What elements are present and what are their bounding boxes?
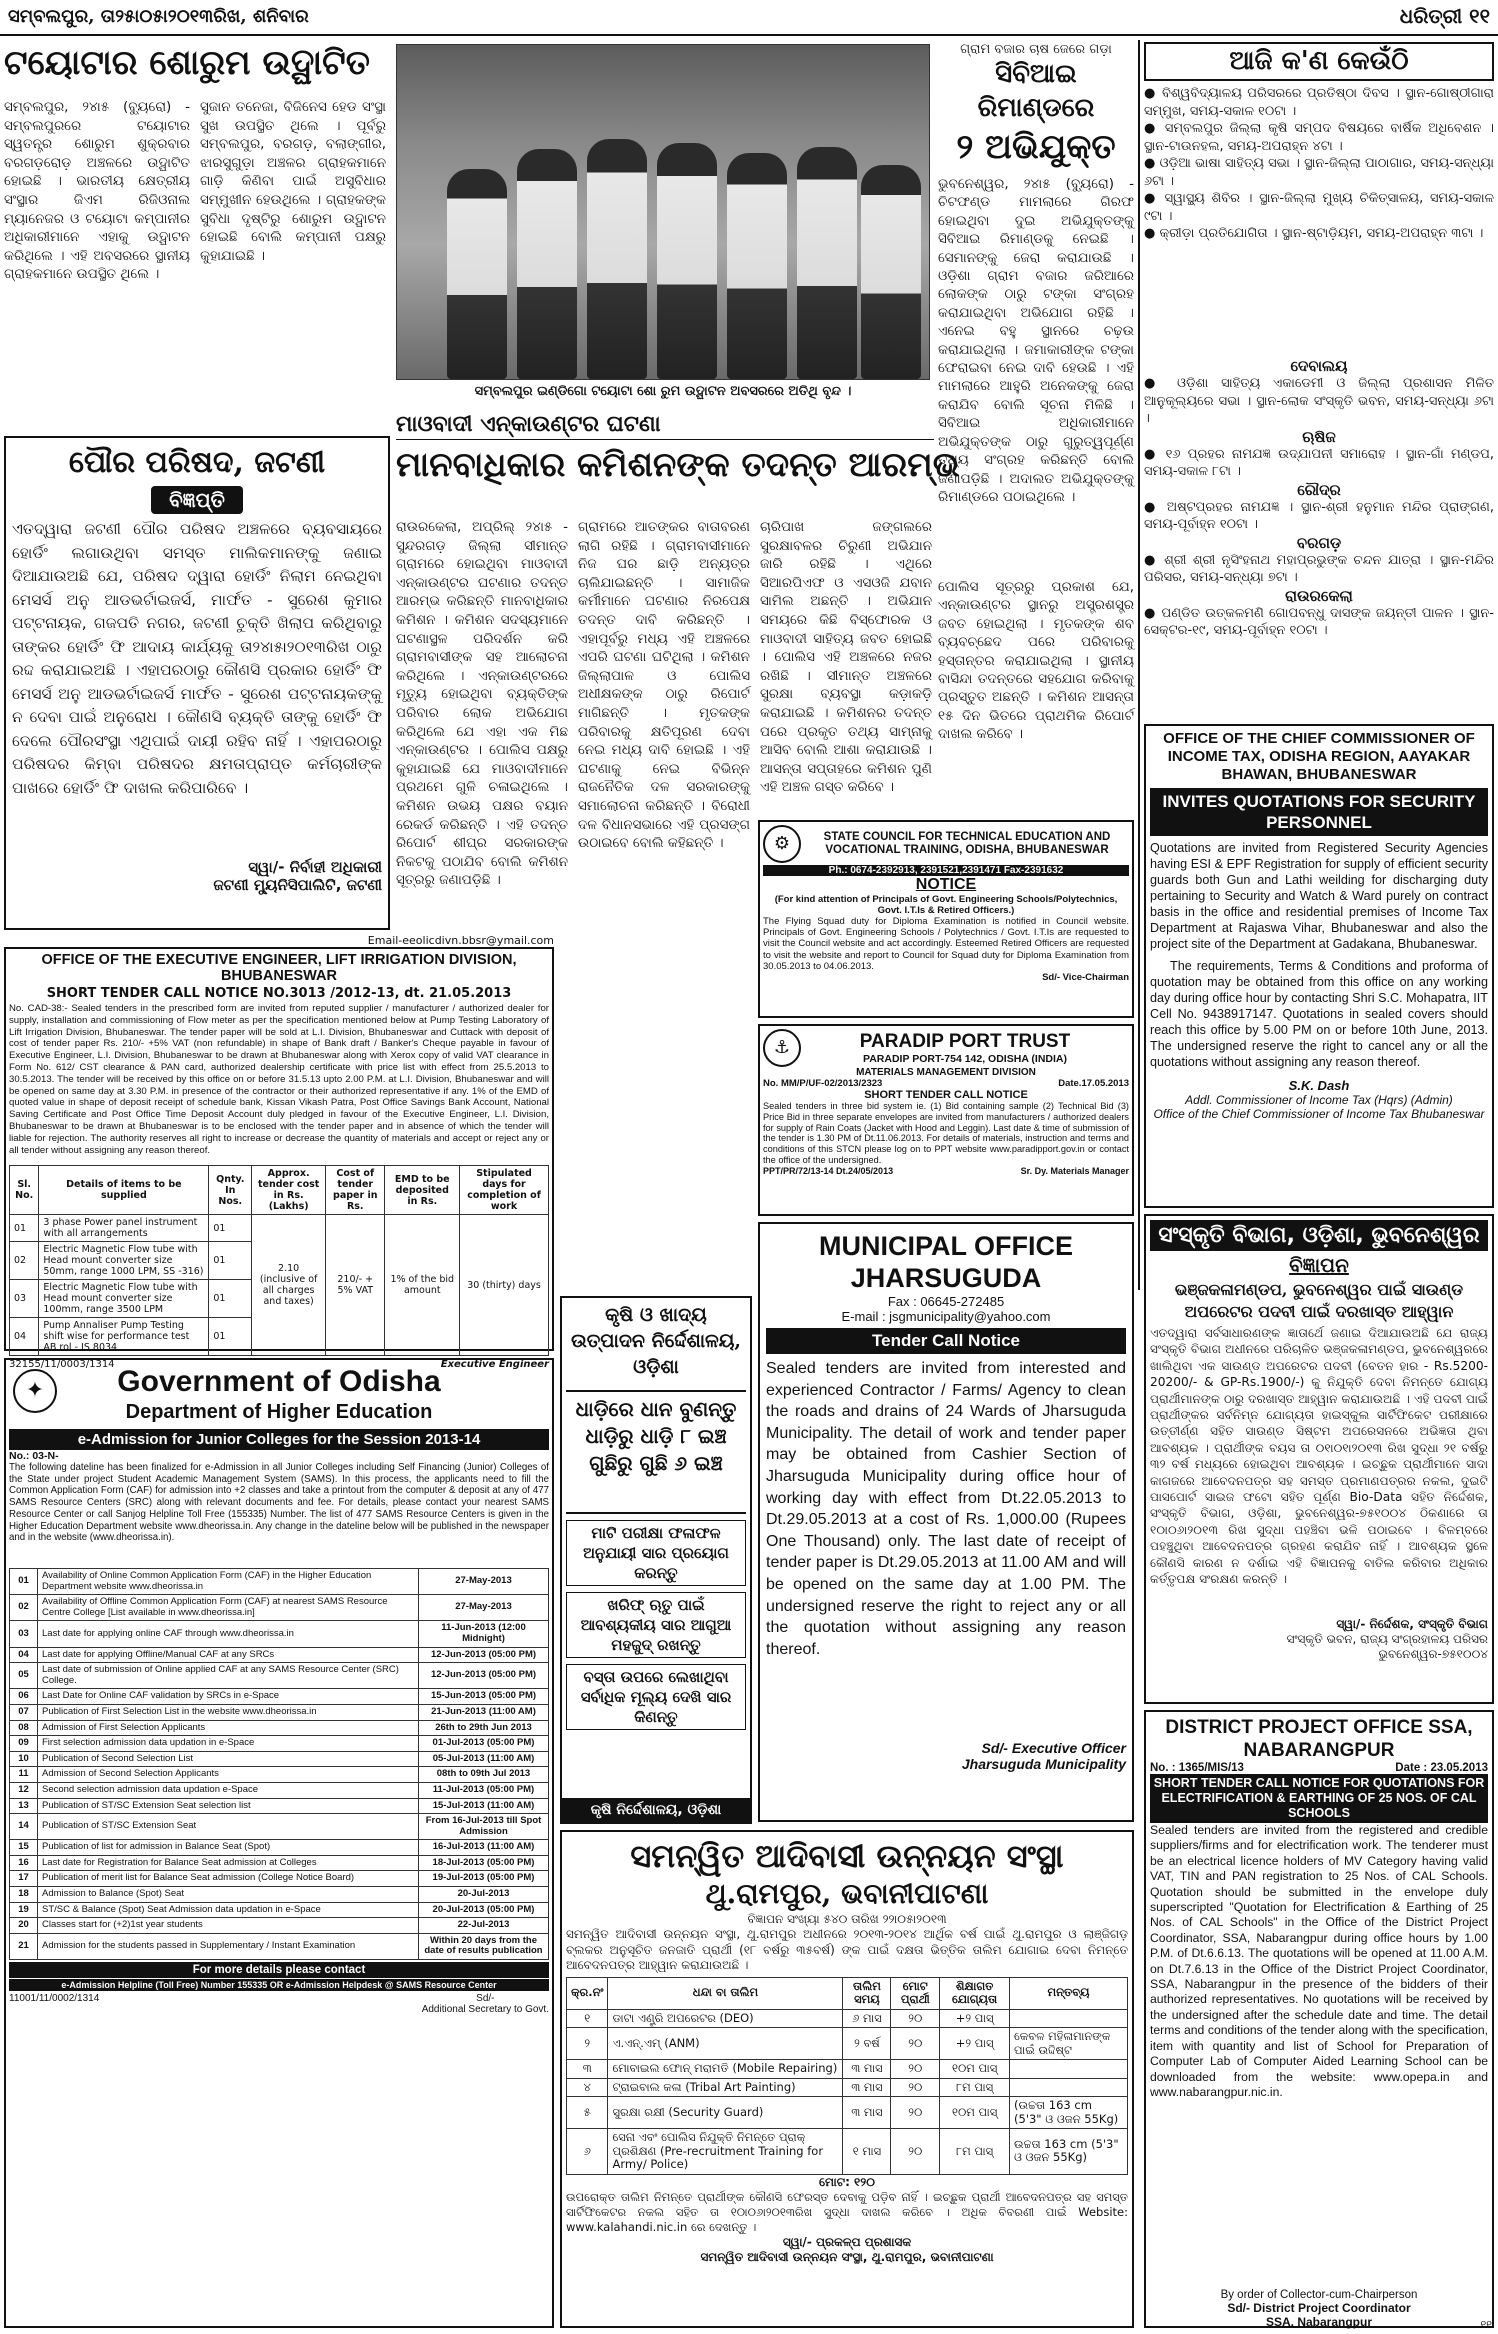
goo-row-text: Publication of merit list for Balance Seat admission (College Notice Board): [38, 1871, 419, 1887]
footer-page-number: ୧୧: [1480, 2318, 1492, 2331]
itd-number: ବିଜ୍ଞାପନ ସଂଖ୍ୟା ୫୪୦ ତାରିଖ ୨୨ା୦୫ା୨୦୧୩: [747, 1912, 947, 1926]
lift-cell: 01: [209, 1215, 252, 1242]
goo-row-date: 11-Jul-2013 (05:00 PM): [419, 1782, 549, 1798]
table-row: [10, 1782, 549, 1798]
itax-sign-2: Addl. Commissioner of Income Tax (Hqrs) (Admin): [1185, 1093, 1453, 1107]
dpo-sign-2: SSA, Nabarangpur: [1265, 2315, 1373, 2329]
itd-cell: ୮ମ ପାସ୍: [940, 2078, 1010, 2097]
goo-row-number: 16: [10, 1855, 38, 1871]
goo-row-text: Admission of First Selection Applicants: [38, 1720, 419, 1736]
goo-dept: Department of Higher Education: [125, 1401, 433, 1423]
toyota-photo-caption: ସମ୍ବଲପୁର ଇଣ୍ଡିଗୋ ଟୟୋଟା ଶୋ ରୁମ ଉଦ୍ଘାଟନ ଅବସରରେ ଅତିଥି ବୃନ୍ଦ ।: [474, 384, 852, 399]
itd-cell: ୨: [567, 2028, 608, 2060]
itd-header-cell: ତାଲିମ ସମୟ: [843, 1977, 891, 2009]
itd-sign-2: ସମନ୍ୱିତ ଆଦିବାସୀ ଉନ୍ନୟନ ସଂସ୍ଥା, ଥୁ.ରାମପୁର, ଭବାନୀପାଟଣା: [700, 2249, 994, 2264]
itd-total: ମୋଟ: ୧୨୦: [819, 2174, 875, 2189]
aji-body: ● ବିଶ୍ୱବିଦ୍ୟାଳୟ ପରିସରରେ ପ୍ରତିଷ୍ଠା ଦିବସ । ସ୍ଥାନ-ଗୋଷ୍ଠୀଗାରା ସମ୍ମୁଖ, ସମୟ-ସକାଳ ୧୦ଟା । ● ସମ୍ବଲପୁର ଜିଲ୍ଲା କୃଷି ସମ୍ପଦ ବିଷୟରେ ବାର୍ଷିକ ଅଧିବେଶନ । ସ୍ଥାନ-ଟାଉନହଲ, ସମୟ-ଅପରାହ୍ନ ୪ଟା । ● ଓଡ଼ିଆ ଭାଷା ସାହିତ୍ୟ ସଭା । ସ୍ଥାନ-ଜିଲ୍ଲା ପାଠାଗାର, ସମୟ-ସନ୍ଧ୍ୟା ୬ଟା । ● ସ୍ୱାସ୍ଥ୍ୟ ଶିବିର । ସ୍ଥାନ-ଜିଲ୍ଲା ମୁଖ୍ୟ ଚିକିତ୍ସାଳୟ, ସମୟ-ସକାଳ ୯ଟା । ● କ୍ରୀଡ଼ା ପ୍ରତିଯୋଗିତା । ସ୍ଥାନ-ଷ୍ଟାଡ଼ିୟମ, ସମୟ-ଅପରାହ୍ନ ୩ଟା ।: [1144, 86, 1494, 241]
lift-cell: Electric Magnetic Flow tube with Head mount converter size 100mm, range 3500 LPM: [39, 1280, 209, 1318]
muni-fax: Fax : 06645-272485: [887, 1294, 1005, 1309]
goo-schedule-table: [9, 1568, 549, 1960]
table-row: [10, 1704, 549, 1720]
header-dateline: ସମ୍ବଲପୁର, ତା୨୫ା୦୫ା୨୦୧୩ରିଖ, ଶନିବାର: [8, 6, 309, 27]
muni-email: E-mail : jsgmunicipality@yahoo.com: [841, 1309, 1051, 1324]
goo-row-text: Last date for applying online CAF through www.dheorissa.in: [38, 1621, 419, 1647]
krushi-title: କୃଷି ଓ ଖାଦ୍ୟ ଉତ୍ପାଦନ ନିର୍ଦ୍ଦେଶାଳୟ, ଓଡ଼ିଶା: [570, 1304, 742, 1378]
lift-cell: 01: [10, 1215, 39, 1242]
sanskruti-sub: ଭଞ୍ଜକଳାମଣ୍ଡପ, ଭୁବନେଶ୍ୱର ପାଇଁ ସାଉଣ୍ଡ ଅପରେଟର ପଦବୀ ପାଇଁ ଦରଖାସ୍ତ ଆହ୍ୱାନ: [1174, 1280, 1464, 1321]
sanskruti-sign-3: ଭୁବନେଶ୍ୱର-୭୫୧୦୦୪: [1378, 1647, 1488, 1661]
odisha-emblem-icon: ✦: [13, 1369, 57, 1413]
dpo-title: DISTRICT PROJECT OFFICE SSA, NABARANGPUR: [1165, 1717, 1473, 1761]
goo-row-date: 19-Jul-2013 (05:00 PM): [419, 1871, 549, 1887]
goo-row-date: Within 20 days from the date of results publication: [419, 1933, 549, 1959]
goo-row-text: ST/SC & Balance (Spot) Seat Admission data updation in e-Space: [38, 1902, 419, 1918]
sanskruti-band: ବିଜ୍ଞାପନ: [1289, 1253, 1349, 1277]
table-row: [567, 2060, 1128, 2079]
goo-row-number: 04: [10, 1647, 38, 1663]
krushi-footer: କୃଷି ନିର୍ଦ୍ଦେଶାଳୟ, ଓଡ଼ିଶା: [562, 1798, 750, 1822]
muni-sign-1: Sd/- Executive Officer: [981, 1740, 1126, 1756]
table-row: [10, 1840, 549, 1856]
lift-notice-number: SHORT TENDER CALL NOTICE NO.3013 /2012-13, dt. 21.05.2013: [46, 986, 512, 1001]
goo-row-number: 12: [10, 1782, 38, 1798]
krushi-block-3: ଖରିଫ୍ ଋତୁ ପାଇଁ ଆବଶ୍ୟକୀୟ ସାର ଆଗୁଆ ମହଜୁଦ୍ ରଖନ୍ତୁ: [566, 1592, 746, 1658]
lift-cell: 01: [209, 1242, 252, 1280]
table-row: [10, 1814, 549, 1840]
lift-th-days: Stipulated days for completion of work: [460, 1166, 549, 1215]
paradip-code: PPT/PR/72/13-14 Dt.24/05/2013: [763, 1165, 894, 1176]
goo-row-number: 06: [10, 1689, 38, 1705]
table-row: [10, 1871, 549, 1887]
itd-sub: ଥୁ.ରାମପୁର, ଭବାନୀପାଟଣା: [705, 1877, 989, 1910]
itd-cell: ୪: [567, 2078, 608, 2097]
table-row: [10, 1798, 549, 1814]
itd-sign-1: ସ୍ୱା/- ପ୍ରକଳ୍ପ ପ୍ରଶାସକ: [782, 2234, 912, 2249]
paradip-port-notice: [758, 1024, 1134, 1216]
goo-row-text: Publication of ST/SC Extension Seat selection list: [38, 1798, 419, 1814]
sctvt-sign: Sd/- Vice-Chairman: [1042, 972, 1129, 984]
goo-row-date: 18-Jul-2013 (05:00 PM): [419, 1855, 549, 1871]
goo-row-number: 10: [10, 1751, 38, 1767]
goo-row-date: 21-Jun-2013 (11:00 AM): [419, 1704, 549, 1720]
itd-title: ସମନ୍ୱିତ ଆଦିବାସୀ ଉନ୍ନୟନ ସଂସ୍ଥା: [630, 1837, 1064, 1875]
maoist-headline: ମାନବାଧିକାର କମିଶନଙ୍କ ତଦନ୍ତ ଆରମ୍ଭ: [396, 445, 960, 485]
maoist-column-1: ରାଉରକେଲା, ଅପ୍ରିଲ୍ ୨୪ା୫ - ସୁନ୍ଦରଗଡ଼ ଜିଲ୍ଲା ସୀମାନ୍ତ ଗ୍ରାମରେ ହୋଇଥିବା ମାଓବାଦୀ ଏନ୍‌କାଉଣ୍ଟର ଘଟଣାର ତଦନ୍ତ ଆରମ୍ଭ କରିଛନ୍ତି ମାନବାଧିକାର କମିଶନ । କମିଶନ ସଦସ୍ୟମାନେ ଘଟଣାସ୍ଥଳ ପରିଦର୍ଶନ କରି ଗ୍ରାମବାସୀଙ୍କ ସହ ଆଲୋଚନା କରିଥିଲେ । ଏନ୍‌କାଉଣ୍ଟରରେ ମୃତ୍ୟୁ ହୋଇଥିବା ବ୍ୟକ୍ତିଙ୍କ ପରିବାର ଲୋକ ଅଭିଯୋଗ କରିଥିଲେ ଯେ ଏହା ଏକ ମିଛ ଏନ୍‌କାଉଣ୍ଟର । ପୋଲିସ ପକ୍ଷରୁ କୁହାଯାଇଛି ଯେ ମାଓବାଦୀମାନେ ପ୍ରଥମେ ଗୁଳି ଚଳାଇଥିଲେ । କମିଶନ ଉଭୟ ପକ୍ଷର ବୟାନ ରେକର୍ଡ କରିଛନ୍ତି । ଏହି ତଦନ୍ତ ରିପୋର୍ଟ ଶୀଘ୍ର ସରକାରଙ୍କ ନିକଟକୁ ପଠାଯିବ ବୋଲି କମିଶନ ସୂତ୍ରରୁ ଜଣାପଡ଼ିଛି ।: [396, 519, 568, 889]
pouro-sign-2: ଜଟଣୀ ମ୍ୟୁନିସିପାଲିଟି, ଜଟଣୀ: [213, 876, 382, 894]
itax-band: INVITES QUOTATIONS FOR SECURITY PERSONNEL: [1150, 788, 1488, 836]
itax-title: OFFICE OF THE CHIEF COMMISSIONER OF INCOME TAX, ODISHA REGION, AAYAKAR BHAWAN, BHUBANESWAR: [1163, 730, 1475, 783]
goo-row-date: 20-Jul-2013: [419, 1887, 549, 1903]
table-row: [10, 1569, 549, 1595]
itd-cell: ୩: [567, 2060, 608, 2079]
itd-cell: (ଉଚ୍ଚତା 163 cm (5'3" ଓ ଓଜନ 55Kg): [1010, 2097, 1128, 2129]
itd-header-cell: ମନ୍ତବ୍ୟ: [1010, 1977, 1128, 2009]
itd-cell: ଡାଟା ଏଣ୍ଟ୍ରି ଅପରେଟର (DEO): [608, 2009, 843, 2028]
itax-sign-1: S.K. Dash: [1288, 1078, 1350, 1093]
lift-paper-cell: 210/- + 5% VAT: [326, 1215, 385, 1356]
itd-cell: ୧: [567, 2009, 608, 2028]
lift-th-cost: Approx. tender cost in Rs. (Lakhs): [252, 1166, 326, 1215]
maoist-column-4: ପୋଲିସ ସୂତ୍ରରୁ ପ୍ରକାଶ ଯେ, ଏନ୍‌କାଉଣ୍ଟର ସ୍ଥାନରୁ ଅସ୍ତ୍ରଶସ୍ତ୍ର ଜବତ ହୋଇଥିଲା । ମୃତକଙ୍କ ଶବ ବ୍ୟବଚ୍ଛେଦ ପରେ ପରିବାରକୁ ହସ୍ତାନ୍ତର କରାଯାଇଥିଲା । ସ୍ଥାନୀୟ ବାସିନ୍ଦା ତଦନ୍ତରେ ସହଯୋଗ କରିବାକୁ ପ୍ରସ୍ତୁତ ଅଛନ୍ତି । କମିଶନ ଆସନ୍ତା ୧୫ ଦିନ ଭିତରେ ପ୍ରାଥମିକ ରିପୋର୍ଟ ଦାଖଲ କରିବେ ।: [938, 579, 1134, 743]
itd-cell: ୩ ମାସ: [843, 2060, 891, 2079]
goo-row-text: Last date for applying Offline/Manual CAF at any SRCs: [38, 1647, 419, 1663]
toyota-column-1: ସମ୍ବଲପୁର, ୨୪ା୫ (ବ୍ୟୁରୋ) - ସମ୍ବଲପୁରରେ ଟୟୋଟାର ସ୍ୱତନ୍ତ୍ର ଶୋରୁମ ଶୁକ୍ରବାର ବରଗଡ଼ରୋଡ଼ ଅଞ୍ଚଳରେ ଉଦ୍ଘାଟିତ ହୋଇଛି । ଭାରତୀୟ କ୍ଷେତ୍ରୀୟ ସଂସ୍ଥାର ଜିଏମ ରିଜିଓନାଲ ମ୍ୟାନେଜର ଓ ଟୟୋଟା କମ୍ପାନୀର ଅଧିକାରୀମାନେ ଏହାକୁ ଉଦ୍ଘାଟନ କରିଥିଲେ । ଏହି ଅବସରରେ ସ୍ଥାନୀୟ ଗ୍ରାହକମାନେ ଉପସ୍ଥିତ ଥିଲେ ।: [4, 99, 190, 283]
page-header: [0, 0, 1498, 36]
lift-emd-cell: 1% of the bid amount: [385, 1215, 460, 1356]
toyota-photo: [396, 44, 930, 380]
goo-row-text: Last date for Registration for Balance Seat admission at Colleges: [38, 1855, 419, 1871]
cbi-headline-2: ୨ ଅଭିଯୁକ୍ତ: [956, 127, 1116, 167]
goo-row-number: 13: [10, 1798, 38, 1814]
maoist-column-2: ଗ୍ରାମରେ ଆତଙ୍କର ବାତାବରଣ ଲାଗି ରହିଛି । ଗ୍ରାମବାସୀମାନେ ନିଜ ଘର ଛାଡ଼ି ଅନ୍ୟତ୍ର ଚାଲିଯାଇଛନ୍ତି । ସାମାଜିକ କର୍ମୀମାନେ ଘଟଣାର ନିରପେକ୍ଷ ତଦନ୍ତ ଦାବି କରିଛନ୍ତି । ଏହାପୂର୍ବରୁ ମଧ୍ୟ ଏହି ଅଞ୍ଚଳରେ ଏପରି ଘଟଣା ଘଟିଥିଲା । କମିଶନ ଜିଲ୍ଲାପାଳ ଓ ପୋଲିସ ଅଧୀକ୍ଷକଙ୍କ ଠାରୁ ରିପୋର୍ଟ ମାଗିଛନ୍ତି । ମୃତକଙ୍କ ପରିବାରକୁ କ୍ଷତିପୂରଣ ଦେବା ନେଇ ମଧ୍ୟ ଦାବି ହୋଇଛି । ଏହି ଘଟଣାକୁ ନେଇ ବିଭିନ୍ନ ରାଜନୈତିକ ଦଳ ସରକାରଙ୍କୁ ସମାଲୋଚନା କରିଛନ୍ତି । ବିରୋଧୀ ଦଳ ବିଧାନସଭାରେ ଏହି ପ୍ରସଙ୍ଗ ଉଠାଇବେ ବୋଲି କହିଛନ୍ତି ।: [578, 519, 750, 852]
goo-row-text: Admission of Second Selection Applicants: [38, 1767, 419, 1783]
dpo-body: Sealed tenders are invited from the registered and credible suppliers/firms and for electrification work. The tenderer must be an electrical licence holders of MV Category having valid VAT, TIN and PAN registration to 25 Nos. of CAL Schools. Quotation should be submitted in the envelope duly superscripted "Quotation for Electrification & Earthing of 25 Nos. of CAL Schools" in the Office of the District Project Coordinator, SSA, Nabarangpur during office hours by 1.00 P.M. of Dt.6.6.13. The quotations will be opened at 11.00 A.M. on Dt.7.6.13 in the Office of the District Project Coordinator, SSA, Nabarangpur in the presence of the bidders of their authorized representatives. No quotations will be received by the undersigned after the schedule date and time. The detail terms and conditions of the tender along with the specification, item with quantity and list of School for Preparation of Computer Lab of Computer Aided Learning School can be downloaded from the website: www.opepa.in and www.nabarangpur.nic.in.: [1150, 1823, 1488, 2099]
goo-code: 11001/11/0002/1314: [9, 1993, 100, 2005]
goo-number: No.: 03-N-: [9, 1450, 59, 1462]
aji-section-5-body: ● ପଣ୍ଡିତ ଉତ୍କଳମଣି ଗୋପବନ୍ଧୁ ଦାସଙ୍କ ଜୟନ୍ତୀ ପାଳନ । ସ୍ଥାନ-ସେକ୍ଟର-୧୯, ସମୟ-ପୂର୍ବାହ୍ନ ୧୦ଟା ।: [1144, 605, 1494, 638]
goo-row-date: 15-Jul-2013 (11:00 AM): [419, 1798, 549, 1814]
table-row: [10, 1215, 549, 1242]
aji-title: ଆଜି କ'ଣ କେଉଁଠି: [1144, 42, 1494, 81]
paradip-date: Date.17.05.2013: [1058, 1078, 1129, 1089]
lift-cell: Electric Magnetic Flow tube with Head mount converter size 50mm, range 1000 LPM, SS -316): [39, 1242, 209, 1280]
goo-row-text: Availability of Online Common Application Form (CAF) in the Higher Education Department website www.dheorissa.in: [38, 1569, 419, 1595]
goo-row-date: 26th to 29th Jun 2013: [419, 1720, 549, 1736]
table-row: [10, 1647, 549, 1663]
itd-cell: ଏ.ଏନ୍.ଏମ୍ (ANM): [608, 2028, 843, 2060]
goo-row-number: 18: [10, 1887, 38, 1903]
goo-row-number: 14: [10, 1814, 38, 1840]
sctvt-notice: [758, 820, 1134, 1018]
muni-title-2: JHARSUGUDA: [850, 1263, 1042, 1293]
sctvt-logo-icon: ⚙: [763, 825, 801, 863]
lift-th-qty: Qnty. In Nos.: [209, 1166, 252, 1215]
itd-intro: ସମନ୍ୱିତ ଆଦିବାସୀ ଉନ୍ନୟନ ସଂସ୍ଥା, ଥୁ.ରାମପୁର ଅଧୀନରେ ୨୦୧୩-୨୦୧୪ ଆର୍ଥିକ ବର୍ଷ ପାଇଁ ଥୁ.ରାମପୁର ଓ ଲାଞ୍ଜିଗଡ଼ ବ୍ଲକର ଅନୁସୂଚିତ ଜନଜାତି ପ୍ରାର୍ଥୀ (୧୮ ବର୍ଷରୁ ୩୫ବର୍ଷ) ଙ୍କ ପାଇଁ ଦକ୍ଷତା ଭିତ୍ତିକ ତାଲିମ ଯୋଗାଇ ଦେବା ନିମନ୍ତେ ଆବେଦନପତ୍ର ଆହ୍ୱାନ କରାଯାଉଅଛି ।: [566, 1927, 1128, 1972]
muni-band: Tender Call Notice: [766, 1328, 1126, 1354]
itd-cell: +୨ ପାସ୍: [940, 2009, 1010, 2028]
table-row: [10, 1689, 549, 1705]
toyota-column-2: ସୁଜାନ ତନେଜା, ବିଜିନେସ ହେଡ ସଂସ୍ଥା ସୁଖ ଉପସ୍ଥିତ ଥିଲେ । ପୂର୍ବରୁ ସମ୍ବଲପୁର, ବରଗଡ଼, ବଲାଙ୍ଗୀର, ଝାରସୁଗୁଡ଼ା ଅଞ୍ଚଳର ଗ୍ରାହକମାନେ ଗାଡ଼ି କିଣିବା ପାଇଁ ଅସୁବିଧାର ସମ୍ମୁଖୀନ ହେଉଥିଲେ । ଗ୍ରାହକଙ୍କ ସୁବିଧା ଦୃଷ୍ଟିରୁ ଶୋରୁମ ଉଦ୍ଘାଟନ ହୋଇଛି ବୋଲି କମ୍ପାନୀ ପକ୍ଷରୁ କୁହାଯାଇଛି ।: [200, 99, 386, 264]
itd-cell: ଉଚ୍ଚତା 163 cm (5'3" ଓ ଓଜନ 55Kg): [1010, 2129, 1128, 2175]
itd-cell: [1010, 2060, 1128, 2079]
itd-header-cell: କ୍ର.ନଂ: [567, 1977, 608, 2009]
lift-table: [9, 1165, 549, 1356]
goo-row-number: 09: [10, 1736, 38, 1752]
goo-title: Government of Odisha: [117, 1365, 441, 1398]
aji-section-2: ଋଷିଜ: [1302, 427, 1336, 446]
goo-band: e-Admission for Junior Colleges for the Session 2013-14: [9, 1429, 549, 1450]
muni-sign-2: Jharsuguda Municipality: [961, 1756, 1126, 1772]
cbi-kicker: ଗ୍ରାମ ବଜାର ଚାଷ ଜେରେ ଗଡ଼ା: [960, 42, 1112, 57]
goo-row-text: Classes start for (+2)1st year students: [38, 1918, 419, 1934]
lift-cell: Pump Annaliser Pump Testing shift wise for performance test AB rol - IS 8034: [39, 1318, 209, 1356]
dpo-nabarangpur-notice: [1144, 1710, 1494, 2328]
goo-row-text: Last date of submission of Online applied CAF at any SAMS Resource Center (SRC) College.: [38, 1663, 419, 1689]
itd-notice: [560, 1830, 1134, 2328]
goo-row-text: Second selection admission data updation e-Space: [38, 1782, 419, 1798]
goo-contact: For more details please contact: [9, 1962, 549, 1978]
itd-cell: [1010, 2078, 1128, 2097]
lift-cell: 3 phase Power panel instrument with all arrangements: [39, 1215, 209, 1242]
itd-cell: ୮ମ ପାସ୍: [940, 2129, 1010, 2175]
goo-row-number: 01: [10, 1569, 38, 1595]
goo-row-number: 15: [10, 1840, 38, 1856]
goo-row-date: 08th to 09th Jul 2013: [419, 1767, 549, 1783]
goo-row-number: 02: [10, 1595, 38, 1621]
goo-row-text: Publication of ST/SC Extension Seat: [38, 1814, 419, 1840]
sctvt-body: The Flying Squad duty for Diploma Examination is notified in Council website. Principals of Govt. Engineering Schools / Polytechnics / Govt. I.T.Is are requested to visit the Council website and act accordingly. Esteemed Retired Officers are requested to visit the website and report to Council for Squad duty for Diploma Examination from 30.05.2013 to 04.06.2013.: [763, 916, 1129, 972]
itax-sign-3: Office of the Chief Commissioner of Income Tax Bhubaneswar: [1153, 1107, 1485, 1121]
lift-th-items: Details of items to be supplied: [39, 1166, 209, 1215]
aji-section-4-body: ● ଶ୍ରୀ ଶ୍ରୀ ନୃସିଂହନାଥ ମହାପ୍ରଭୁଙ୍କ ଚନ୍ଦନ ଯାତ୍ରା । ସ୍ଥାନ-ମନ୍ଦିର ପରିସର, ସମୟ-ସନ୍ଧ୍ୟା ୭ଟା ।: [1144, 552, 1494, 585]
itd-cell: +୨ ପାସ୍: [940, 2028, 1010, 2060]
lift-cell: 01: [209, 1280, 252, 1318]
itd-cell: କେବଳ ମହିଳାମାନଙ୍କ ପାଇଁ ଉଦ୍ଦିଷ୍ଟ: [1010, 2028, 1128, 2060]
itd-cell: ୧ ମାସ: [843, 2129, 891, 2175]
lift-th-emd: EMD to be deposited in Rs.: [385, 1166, 460, 1215]
table-row: [10, 1736, 549, 1752]
cbi-headline-1: ସିବିଆଇ ରିମାଣ୍ଡରେ: [977, 59, 1095, 123]
goo-row-number: 11: [10, 1767, 38, 1783]
goo-sign: Additional Secretary to Govt.: [421, 2004, 549, 2016]
itd-cell: ମୋବାଇଲ ଫୋନ୍ ମରାମତି (Mobile Repairing): [608, 2060, 843, 2079]
paradip-notice: SHORT TENDER CALL NOTICE: [864, 1089, 1028, 1101]
goo-sd: Sd/-: [476, 1993, 495, 2005]
goo-row-text: Publication of list for admission in Balance Seat (Spot): [38, 1840, 419, 1856]
goo-row-number: 08: [10, 1720, 38, 1736]
lift-cell: 04: [10, 1318, 39, 1356]
table-row: [10, 1751, 549, 1767]
goo-row-date: 05-Jul-2013 (11:00 AM): [419, 1751, 549, 1767]
lift-th-paper: Cost of tender paper in Rs.: [326, 1166, 385, 1215]
itd-cell: ୨୦: [891, 2078, 940, 2097]
lift-footer-code: 32155/11/0003/1314: [9, 1359, 115, 1370]
goo-row-date: 15-Jun-2013 (05:00 PM): [419, 1689, 549, 1705]
goo-body: The following dateline has been finalized for e-Admission in all Junior Colleges including Self Financing (Junior) Colleges of the State under project Student Academic Management System (SAMS). In this process, the applicants need to fill the Common Application Form (CAF) for admission into +2 classes and take a printout from the computer & deposit at any of 477 SAMS Resource Centers (SRC) along with relevant documents and fee. For details, please contact your nearest SAMS Resource Center or call Sanjog Helpline Toll Free (155335) Number. The list of 477 SAMS Resource Centers is given in the Higher Education Department website www.dheorissa.in. Any change in the dateline below will be published in the newspaper and in the website (www.dheorissa.in).: [9, 1462, 549, 1544]
itd-header-cell: ଧନ୍ଦା ବା ତାଲିମ: [608, 1977, 843, 2009]
paradip-address: PARADIP PORT-754 142, ODISHA (INDIA): [862, 1053, 1068, 1065]
pouro-body: ଏତଦ୍ୱାରା ଜଟଣୀ ପୌର ପରିଷଦ ଅଞ୍ଚଳରେ ବ୍ୟବସାୟରେ ହୋର୍ଡିଂ ଲଗାଉଥିବା ସମସ୍ତ ମାଲିକମାନଙ୍କୁ ଜଣାଇ ଦିଆଯାଉଅଛି ଯେ, ପରିଷଦ ଦ୍ୱାରା ହୋର୍ଡିଂ ନିଲାମ ନେଇଥିବା ମେସର୍ସ ଅନୁ ଆଡଭର୍ଟାଇଜର୍ସ, ମାର୍ଫତ - ସୁରେଶ କୁମାର ପଟ୍ଟନାୟକ, ଗଜପତି ନଗର, ଜଟଣୀ ଚୁକ୍ତି ଖିଲାପ କରିଥିବାରୁ ତାଙ୍କର ହୋର୍ଡିଂ ଫି ଆଦାୟ କାର୍ଯ୍ୟକୁ ତା୨୪ା୫ା୨୦୧୩ରିଖ ଠାରୁ ରଦ୍ଦ କରାଯାଇଅଛି । ଏହାପରଠାରୁ କୌଣସି ପ୍ରକାର ହୋର୍ଡିଂ ଫି ମେସର୍ସ ଅନୁ ଆଡଭର୍ଟାଇଜର୍ସ ମାର୍ଫତ - ସୁରେଶ ପଟ୍ଟନାୟକଙ୍କୁ ନ ଦେବା ପାଇଁ ଅନୁରୋଧ । କୌଣସି ବ୍ୟକ୍ତି ତାଙ୍କୁ ହୋର୍ଡିଂ ଫି ଦେଲେ ପୌରସଂସ୍ଥା ଏଥିପାଇଁ ଦାୟୀ ରହିବ ନାହିଁ । ଏହାପରଠାରୁ ପରିଷଦର କିମ୍ବା ପରିଷଦର କ୍ଷମତାପ୍ରାପ୍ତ କର୍ମଚାରୀଙ୍କ ପାଖରେ ହୋର୍ଡିଂ ଫି ଦାଖଲ କରିପାରିବେ ।: [12, 520, 382, 797]
lift-cell: 03: [10, 1280, 39, 1318]
table-row: [10, 1887, 549, 1903]
header-page-number: ଧରିତ୍ରୀ ୧୧: [1399, 4, 1490, 28]
aji-kana-keunthi: [1144, 42, 1494, 718]
paradip-sign: Sr. Dy. Materials Manager: [1020, 1165, 1129, 1176]
krushi-ad: [560, 1296, 752, 1824]
itd-table: [566, 1977, 1128, 2175]
itd-cell: ୫: [567, 2097, 608, 2129]
lift-irrigation-notice: [4, 934, 554, 1370]
goo-row-text: Publication of First Selection List in the website www.dheorissa.in: [38, 1704, 419, 1720]
table-row: [10, 1918, 549, 1934]
paradip-dept: MATERIALS MANAGEMENT DIVISION: [856, 1067, 1036, 1078]
paradip-number: No. MM/P/UF-02/2013/2323: [763, 1078, 883, 1089]
itax-para-1: Quotations are invited from Registered Security Agencies having ESI & EPF Registration for supply of efficient security guards both Gun and Lathi weilding for discharging duty pertaining to Security and Watch & Ward purely on contract basis in the office and residential premises of Income Tax Department at Rajaswa Vihar, Bhubaneswar and also the project site of the Department at Gadakana, Bhubaneswar.: [1150, 841, 1488, 951]
itd-cell: ୬ ମାସ: [843, 2009, 891, 2028]
itd-cell: ୨ ବର୍ଷ: [843, 2028, 891, 2060]
sanskruti-sign-1: ସ୍ୱା/- ନିର୍ଦ୍ଦେଶକ, ସଂସ୍କୃତି ବିଭାଗ: [1336, 1617, 1488, 1631]
table-row: [10, 1595, 549, 1621]
goo-row-text: Admission to Balance (Spot) Seat: [38, 1887, 419, 1903]
dpo-date: Date : 23.05.2013: [1395, 1762, 1488, 1774]
lift-body: No. CAD-38:- Sealed tenders in the prescribed form are invited from reputed supplier / manufacturer / authorized dealer for supply, installation and commissioning of Flow meter as per the specification mentioned below at Pump Testing Laboratory of Lift Irrigation Division, Bhubaneswar. The tender paper will be sold at L.I. Division, Bhubaneswar and Cuttack with deposit of cost of tender paper Rs. 210/- +5% VAT (non refundable) in shape of Bank draft / Banker's Cheque payable in favour of Executive Engineer, L.I. Division, Bhubaneswar to be drawn at Bhubaneswar along with Xerox copy of valid VAT clearance in Form No. 612/ CST clearance & PAN card, authorized dealership certificate with price list with effect from 25.5.2013 to 30.5.2013. The tender will be received by this office on or before 31.5.13 upto 2.00 P.M. at L.I. Division, Bhubaneswar and will be opened on same day at 3.30 P.M. in presence of the contractor or their authorized representative if any. 1% of the EMD of quoted value in shape of deposit receipt of schedule bank, Kissan Vikash Patra, Post Office Savings Bank Account, National Saving Certificate and Post Office Time Deposit Account duly pledged in favour of the Executive Engineer, L.I. Division, Bhubaneswar to be drawn at Bhubaneswar is to be enclosed with the tender paper and in absence of which the tender will liable for rejection. The authority reserves all right to increase or decrease the quantity of materials and accept or reject any or all tender without assigning any reason thereof.: [9, 1003, 549, 1156]
income-tax-notice: [1144, 724, 1494, 1208]
itd-cell: ୨୦: [891, 2060, 940, 2079]
goo-row-date: 12-Jun-2013 (05:00 PM): [419, 1647, 549, 1663]
sctvt-title: STATE COUNCIL FOR TECHNICAL EDUCATION AND VOCATIONAL TRAINING, ODISHA, BHUBANESWAR: [823, 831, 1111, 856]
itd-footer: ଉପରୋକ୍ତ ତାଲିମ ନିମନ୍ତେ ପ୍ରାର୍ଥୀଙ୍କ କୌଣସି ଫେରସ୍ତ ଦେବାକୁ ପଡ଼ିବ ନାହିଁ । ଇଚ୍ଛୁକ ପ୍ରାର୍ଥୀ ଆବେଦନପତ୍ର ସହ ସମସ୍ତ ସାର୍ଟିଫିକେଟର ନକଲ ସହିତ ତା ୧୦ା୦୬ା୨୦୧୩ରିଖ ସୁଦ୍ଧା ଦାଖଲ କରିବେ । ଅଧିକ ବିବରଣୀ ପାଇଁ Website: www.kalahandi.nic.in ରେ ଦେଖନ୍ତୁ ।: [566, 2189, 1128, 2234]
itd-cell: ୩ ମାସ: [843, 2078, 891, 2097]
sctvt-phone: Ph.: 0674-2392913, 2391521,2391471 Fax-2391632: [763, 865, 1129, 876]
aji-section-1-body: ● ଓଡ଼ିଶା ସାହିତ୍ୟ ଏକାଡେମୀ ଓ ଜିଲ୍ଲା ପ୍ରଶାସନ ମିଳିତ ଆନୁକୂଲ୍ୟରେ ସଭା । ସ୍ଥାନ-ଲୋକ ସଂସ୍କୃତି ଭବନ, ସମୟ-ସନ୍ଧ୍ୟା ୬ଟା ।: [1144, 376, 1494, 426]
lift-days-cell: 30 (thirty) days: [460, 1215, 549, 1356]
goo-row-number: 20: [10, 1918, 38, 1934]
aji-section-5: ରାଉରକେଲା: [1285, 586, 1353, 605]
table-row: [10, 1767, 549, 1783]
lift-cell: 01: [209, 1318, 252, 1356]
muni-body: Sealed tenders are invited from interested and experienced Contractor / Farms/ Agency to clean the roads and drains of 24 Wards of Jharsuguda Municipality. The detail of work and tender paper may be obtained from Cashier Section of Jharsuguda Municipality during office hour of working day with effect from Dt.22.05.2013 to Dt.29.05.2013 at a cost of Rs. 1,000.00 (Rupees One Thousand) only. The last date of receipt of tender paper is Dt.29.05.2013 at 11.00 AM and will be opened on the same day at 1.00 PM. The undersigned reserve the right to reject any or all the quotation without assigning any reason thereof.: [766, 1360, 1126, 1658]
table-row: [10, 1933, 549, 1959]
sanskruti-sign-2: ସଂସ୍କୃତି ଭବନ, ରାଜ୍ୟ ସଂଗ୍ରହାଳୟ ପରିସର: [1286, 1632, 1488, 1646]
goo-row-date: 22-Jul-2013: [419, 1918, 549, 1934]
goo-row-text: Availability of Offline Common Application Form (CAF) at nearest SAMS Resource Centre College [List available in www.dheorissa.in]: [38, 1595, 419, 1621]
aji-section-2-body: ● ୧୬ ପ୍ରହର ନାମଯଜ୍ଞ ଉଦ୍ଯାପନୀ ସମାରୋହ । ସ୍ଥାନ-ଗାଁ ମଣ୍ଡପ, ସମୟ-ସକାଳ ୮ଟା ।: [1144, 446, 1494, 479]
lift-title: OFFICE OF THE EXECUTIVE ENGINEER, LIFT IRRIGATION DIVISION, BHUBANESWAR: [41, 952, 517, 984]
itd-cell: ୨୦: [891, 2028, 940, 2060]
krushi-block-1: ଧାଡ଼ିରେ ଧାନ ବୁଣନ୍ତୁ ଧାଡ଼ିରୁ ଧାଡ଼ି ୮ ଇଞ୍ଚ ଗୁଛିରୁ ଗୁଛି ୬ ଇଞ୍ଚ: [566, 1390, 746, 1514]
sctvt-notice-heading: NOTICE: [915, 876, 977, 893]
lift-footer-sign: Executive Engineer: [440, 1359, 549, 1370]
goo-row-date: 20-Jul-2013 (05:00 PM): [419, 1902, 549, 1918]
aji-section-4: ବରଗଡ଼: [1296, 533, 1342, 552]
lift-cost-cell: 2.10 (inclusive of all charges and taxes): [252, 1215, 326, 1356]
itd-cell: ୨୦: [891, 2129, 940, 2175]
itd-cell: ୬: [567, 2129, 608, 2175]
pouro-sign-1: ସ୍ୱା/- ନିର୍ବାହୀ ଅଧିକାରୀ: [248, 858, 382, 876]
goo-helpline: e-Admission Helpline (Toll Free) Number 155335 OR e-Admission Helpdesk @ SAMS Resource Center: [9, 1978, 549, 1991]
maoist-column-3: ଚାରିପାଖ ଜଙ୍ଗଲରେ ସୁରକ୍ଷାବଳର ଚିରୁଣୀ ଅଭିଯାନ ଜାରି ରହିଛି । ଏଥିରେ ସିଆରପିଏଫ ଓ ଏସଓଜି ଯବାନ ସାମିଲ ଅଛନ୍ତି । ଅଭିଯାନ ସମୟରେ କିଛି ବିସ୍ଫୋରକ ଓ ମାଓବାଦୀ ସାହିତ୍ୟ ଜବତ ହୋଇଛି । ପୋଲିସ ଏହି ଅଞ୍ଚଳରେ ନଜର ରଖିଛି । ସୀମାନ୍ତ ଅଞ୍ଚଳରେ ସୁରକ୍ଷା ବ୍ୟବସ୍ଥା କଡ଼ାକଡ଼ି କରାଯାଇଛି । କମିଶନର ତଦନ୍ତ ପରେ ପ୍ରକୃତ ତଥ୍ୟ ସାମ୍ନାକୁ ଆସିବ ବୋଲି ଆଶା କରାଯାଉଛି । ଆସନ୍ତା ସପ୍ତାହରେ କମିଶନ ପୁଣି ଏହି ଅଞ୍ଚଳ ଗସ୍ତ କରିବେ ।: [760, 519, 932, 796]
itd-cell: ୩ ମାସ: [843, 2097, 891, 2129]
itd-cell: ୧୦ମ ପାସ୍: [940, 2060, 1010, 2079]
itd-cell: ସେନା ଏବଂ ପୋଲିସ ନିଯୁକ୍ତି ନିମନ୍ତେ ପ୍ରାକ୍ ପ୍ରଶିକ୍ଷଣ (Pre-recruitment Training for Army/ Police): [608, 2129, 843, 2175]
table-row: [10, 1855, 549, 1871]
itax-para-2: The requirements, Terms & Conditions and proforma of quotation may be obtained from this office on any working day during office hour by contacting Shri S.C. Mohapatra, IIT Cell No. 9438917147. Quotations in sealed covers should reach this office by 5.00 PM on or before 10th June, 2013. The undersigned reserve the right to cancel any or all the quotations without assigning any reason thereof.: [1150, 959, 1488, 1069]
dpo-by-order: By order of Collector-cum-Chairperson: [1220, 2289, 1418, 2301]
table-row: [567, 2129, 1128, 2175]
pouro-parishad-notice: [4, 436, 390, 930]
krushi-block-4: ବସ୍ତା ଉପରେ ଲେଖାଥିବା ସର୍ବାଧିକ ମୂଲ୍ୟ ଦେଖି ସାର କିଣନ୍ତୁ: [566, 1664, 746, 1730]
toyota-headline: ଟୟୋଟାର ଶୋରୁମ ଉଦ୍ଘାଟିତ: [4, 43, 370, 83]
goo-row-date: 01-Jul-2013 (05:00 PM): [419, 1736, 549, 1752]
table-row: [10, 1621, 549, 1647]
table-row: [567, 2009, 1128, 2028]
itd-cell: ୨୦: [891, 2097, 940, 2129]
table-row: [10, 1720, 549, 1736]
maoist-kicker: ମାଓବାଦୀ ଏନ୍‌କାଉଣ୍ଟର ଘଟଣା: [396, 410, 934, 440]
itd-cell: ଟ୍ରାଇବାଲ କଳା (Tribal Art Painting): [608, 2078, 843, 2097]
krushi-block-2: ମାଟି ପରୀକ୍ଷା ଫଳାଫଳ ଅନୁଯାୟୀ ସାର ପ୍ରୟୋଗ କରନ୍ତୁ: [566, 1520, 746, 1586]
itd-header-cell: ମୋଟ ପ୍ରାର୍ଥୀ: [891, 1977, 940, 2009]
anchor-icon: ⚓: [763, 1029, 801, 1067]
goo-row-number: 17: [10, 1871, 38, 1887]
table-row: [567, 2078, 1128, 2097]
table-row: [10, 1902, 549, 1918]
aji-section-3: ରୌଦ୍ର: [1297, 480, 1341, 499]
sanskruti-notice: [1144, 1214, 1494, 1704]
itd-cell: [1010, 2009, 1128, 2028]
dpo-number: No. : 1365/MIS/13: [1150, 1762, 1244, 1774]
goo-row-number: 19: [10, 1902, 38, 1918]
goo-row-number: 03: [10, 1621, 38, 1647]
goo-row-text: Last Date for Online CAF validation by SRCs in e-Space: [38, 1689, 419, 1705]
goo-row-date: 11-Jun-2013 (12:00 Midnight): [419, 1621, 549, 1647]
sanskruti-body: ଏତଦ୍ୱାରା ସର୍ବସାଧାରଣଙ୍କ ଜ୍ଞାତାର୍ଥେ ଜଣାଇ ଦିଆଯାଉଅଛି ଯେ ରାଜ୍ୟ ସଂସ୍କୃତି ବିଭାଗ ଅଧୀନରେ ପରିଚାଳିତ ଭଞ୍ଜକଳାମଣ୍ଡପ, ଭୁବନେଶ୍ୱରରେ ଖାଲିଥିବା ଏକ ସାଉଣ୍ଡ ଅପରେଟର ପଦବୀ (ବେତନ ହାର - Rs.5200-20200/- & GP-Rs.1900/-) କୁ ନିଯୁକ୍ତି ଦେବା ନିମନ୍ତେ ଯୋଗ୍ୟ ପ୍ରାର୍ଥୀମାନଙ୍କ ଠାରୁ ଦରଖାସ୍ତ ଆହ୍ୱାନ କରାଯାଉଅଛି । ଏହି ପଦବୀ ପାଇଁ ପ୍ରାର୍ଥୀଙ୍କର ସର୍ବନିମ୍ନ ଯୋଗ୍ୟତା ହାଇସ୍କୁଲ ସାର୍ଟିଫିକେଟ ପରୀକ୍ଷାରେ ଉତ୍ତୀର୍ଣ୍ଣ ସହିତ ସାଉଣ୍ଡ ସିଷ୍ଟମ ଅପରେସନରେ ଅଭିଜ୍ଞତା ଥିବା ଆବଶ୍ୟକ । ପ୍ରାର୍ଥୀଙ୍କ ବୟସ ତା ୦୧ା୦୧ା୨୦୧୩ ରିଖ ସୁଦ୍ଧା ୨୧ ବର୍ଷରୁ ୩୨ ବର୍ଷ ମଧ୍ୟରେ ହୋଇଥିବା ଆବଶ୍ୟକ । ଇଚ୍ଛୁକ ପ୍ରାର୍ଥୀମାନେ ସାଦା କାଗଜରେ ଆବେଦନପତ୍ର ସହ ସମସ୍ତ ପ୍ରମାଣପତ୍ରର ନକଲ, ଦୁଇଟି ପାସପୋର୍ଟ ସାଇଜ ଫଟୋ ସହିତ ପୂର୍ଣ୍ଣ Bio-Data ସହିତ ନିର୍ଦ୍ଦେଶକ, ସଂସ୍କୃତି ବିଭାଗ, ଓଡ଼ିଶା, ଭୁବନେଶ୍ୱର-୭୫୧୦୦୪ ଠିକଣାରେ ତା ୧୦ା୦୬ା୨୦୧୩ ରିଖ ସୁଦ୍ଧା ପହଞ୍ଚିବା ଭଳି ପଠାଇବେ । ବିଳମ୍ବରେ ପହଞ୍ଚୁଥିବା ଆବେଦନପତ୍ର ଗ୍ରହଣ କରାଯିବ ନାହିଁ । ଆବଶ୍ୟକ ସ୍ଥଳେ କୌଣସି କାରଣ ନ ଦର୍ଶାଇ ଏହି ବିଜ୍ଞାପନକୁ ବାତିଲ କରିବାର ଅଧିକାର କର୍ତ୍ତୃପକ୍ଷ ସଂରକ୍ଷଣ କରନ୍ତି ।: [1150, 1326, 1488, 1587]
cbi-body: ଭୁବନେଶ୍ୱର, ୨୪ା୫ (ବ୍ୟୁରୋ) - ଚିଟଫଣ୍ଡ ମାମଲାରେ ଗିରଫ ହୋଇଥିବା ଦୁଇ ଅଭିଯୁକ୍ତଙ୍କୁ ସିବିଆଇ ରିମାଣ୍ଡକୁ ନେଇଛି । ସେମାନଙ୍କୁ ଜେରା କରାଯାଉଛି । ଓଡ଼ିଶା ଗ୍ରାମ ବଜାର ଜରିଆରେ ଲୋକଙ୍କ ଠାରୁ ଟଙ୍କା ସଂଗ୍ରହ କରାଯାଇଥିବା ଅଭିଯୋଗ ରହିଛି । ଏନେଇ ବହୁ ସ୍ଥାନରେ ଚଢ଼ଉ କରାଯାଇଥିଲା । ଜମାକାରୀଙ୍କ ଟଙ୍କା ଫେରାଇବା ନେଇ ଦାବି ହେଉଛି । ଏହି ମାମଲାରେ ଆହୁରି ଅନେକଙ୍କୁ ଜେରା କରାଯିବ ବୋଲି ସୂଚନା ମିଳିଛି । ସିବିଆଇ ଅଧିକାରୀମାନେ ଅଭିଯୁକ୍ତଙ୍କ ଠାରୁ ଗୁରୁତ୍ୱପୂର୍ଣ୍ଣ ତଥ୍ୟ ସଂଗ୍ରହ କରିଛନ୍ତି ବୋଲି ଜଣାପଡ଼ିଛି । ଅଦାଲତ ଅଭିଯୁକ୍ତଙ୍କୁ ରିମାଣ୍ଡରେ ପଠାଇଥିଲେ ।: [938, 176, 1134, 505]
lift-th-sl: Sl. No.: [10, 1166, 39, 1215]
table-row: [567, 2028, 1128, 2060]
pouro-title: ପୌର ପରିଷଦ, ଜଟଣୀ: [68, 445, 326, 480]
goo-row-number: 21: [10, 1933, 38, 1959]
goo-row-number: 07: [10, 1704, 38, 1720]
itd-cell: ୨୦: [891, 2009, 940, 2028]
itd-header-cell: ଶିକ୍ଷାଗତ ଯୋଗ୍ୟତା: [940, 1977, 1010, 2009]
muni-title-1: MUNICIPAL OFFICE: [819, 1231, 1073, 1261]
aji-section-1: ଦେବାଲୟ: [1290, 357, 1348, 375]
table-row: [567, 2097, 1128, 2129]
goo-row-date: From 16-Jul-2013 till Spot Admission: [419, 1814, 549, 1840]
itd-cell: ୧୦ମ ପାସ୍: [940, 2097, 1010, 2129]
goo-row-text: First selection admission data updation in e-Space: [38, 1736, 419, 1752]
paradip-body: Sealed tenders in three bid system ie. (1) Bid containing sample (2) Technical Bid (3) Price Bid in three separate envelopes are invited from manufacturers / authorized dealers for supply of Rain Coats (Jacket with Hood and Leggin). Last date & time of submission of the tender is 1.30 PM of Dt.11.06.2013. For details of materials, instruction and terms and conditions of this STCN please log on to PPT website www.paradipport.gov.in or contact the office of the undersigned.: [763, 1101, 1129, 1165]
municipal-office-notice: [758, 1222, 1134, 1822]
goo-row-date: 12-Jun-2013 (05:00 PM): [419, 1663, 549, 1689]
govt-odisha-eadmission: [4, 1358, 554, 2328]
sctvt-sub: (For kind attention of Principals of Govt. Engineering Schools/Polytechnics, Govt. I.T.Is & Retired Officers.): [774, 894, 1118, 916]
paradip-title: PARADIP PORT TRUST: [859, 1031, 1071, 1052]
goo-row-number: 05: [10, 1663, 38, 1689]
lift-email: Email-eeolicdivn.bbsr@ymail.com: [367, 934, 554, 947]
goo-row-text: Publication of Second Selection List: [38, 1751, 419, 1767]
aji-section-3-body: ● ଅଷ୍ଟପ୍ରହର ନାମଯଜ୍ଞ । ସ୍ଥାନ-ଶ୍ରୀ ହନୁମାନ ମନ୍ଦିର ପ୍ରାଙ୍ଗଣ, ସମୟ-ପୂର୍ବାହ୍ନ ୧୦ଟା ।: [1144, 499, 1494, 532]
dpo-band: SHORT TENDER CALL NOTICE FOR QUOTATIONS FOR ELECTRIFICATION & EARTHING OF 25 NOS. OF CAL SCHOOLS: [1150, 1774, 1488, 1823]
goo-row-date: 27-May-2013: [419, 1569, 549, 1595]
itd-cell: ସୁରକ୍ଷା ରକ୍ଷୀ (Security Guard): [608, 2097, 843, 2129]
pouro-band: ବିଜ୍ଞପ୍ତି: [151, 486, 243, 514]
dpo-sign-1: Sd/- District Project Coordinator: [1227, 2301, 1411, 2315]
goo-row-text: Admission for the students passed in Supplementary / Instant Examination: [38, 1933, 419, 1959]
lift-cell: 02: [10, 1242, 39, 1280]
table-row: [10, 1663, 549, 1689]
goo-row-date: 16-Jul-2013 (11:00 AM): [419, 1840, 549, 1856]
goo-row-date: 27-May-2013: [419, 1595, 549, 1621]
sanskruti-title: ସଂସ୍କୃତି ବିଭାଗ, ଓଡ଼ିଶା, ଭୁବନେଶ୍ୱର: [1150, 1220, 1488, 1251]
toyota-article: [4, 42, 390, 432]
